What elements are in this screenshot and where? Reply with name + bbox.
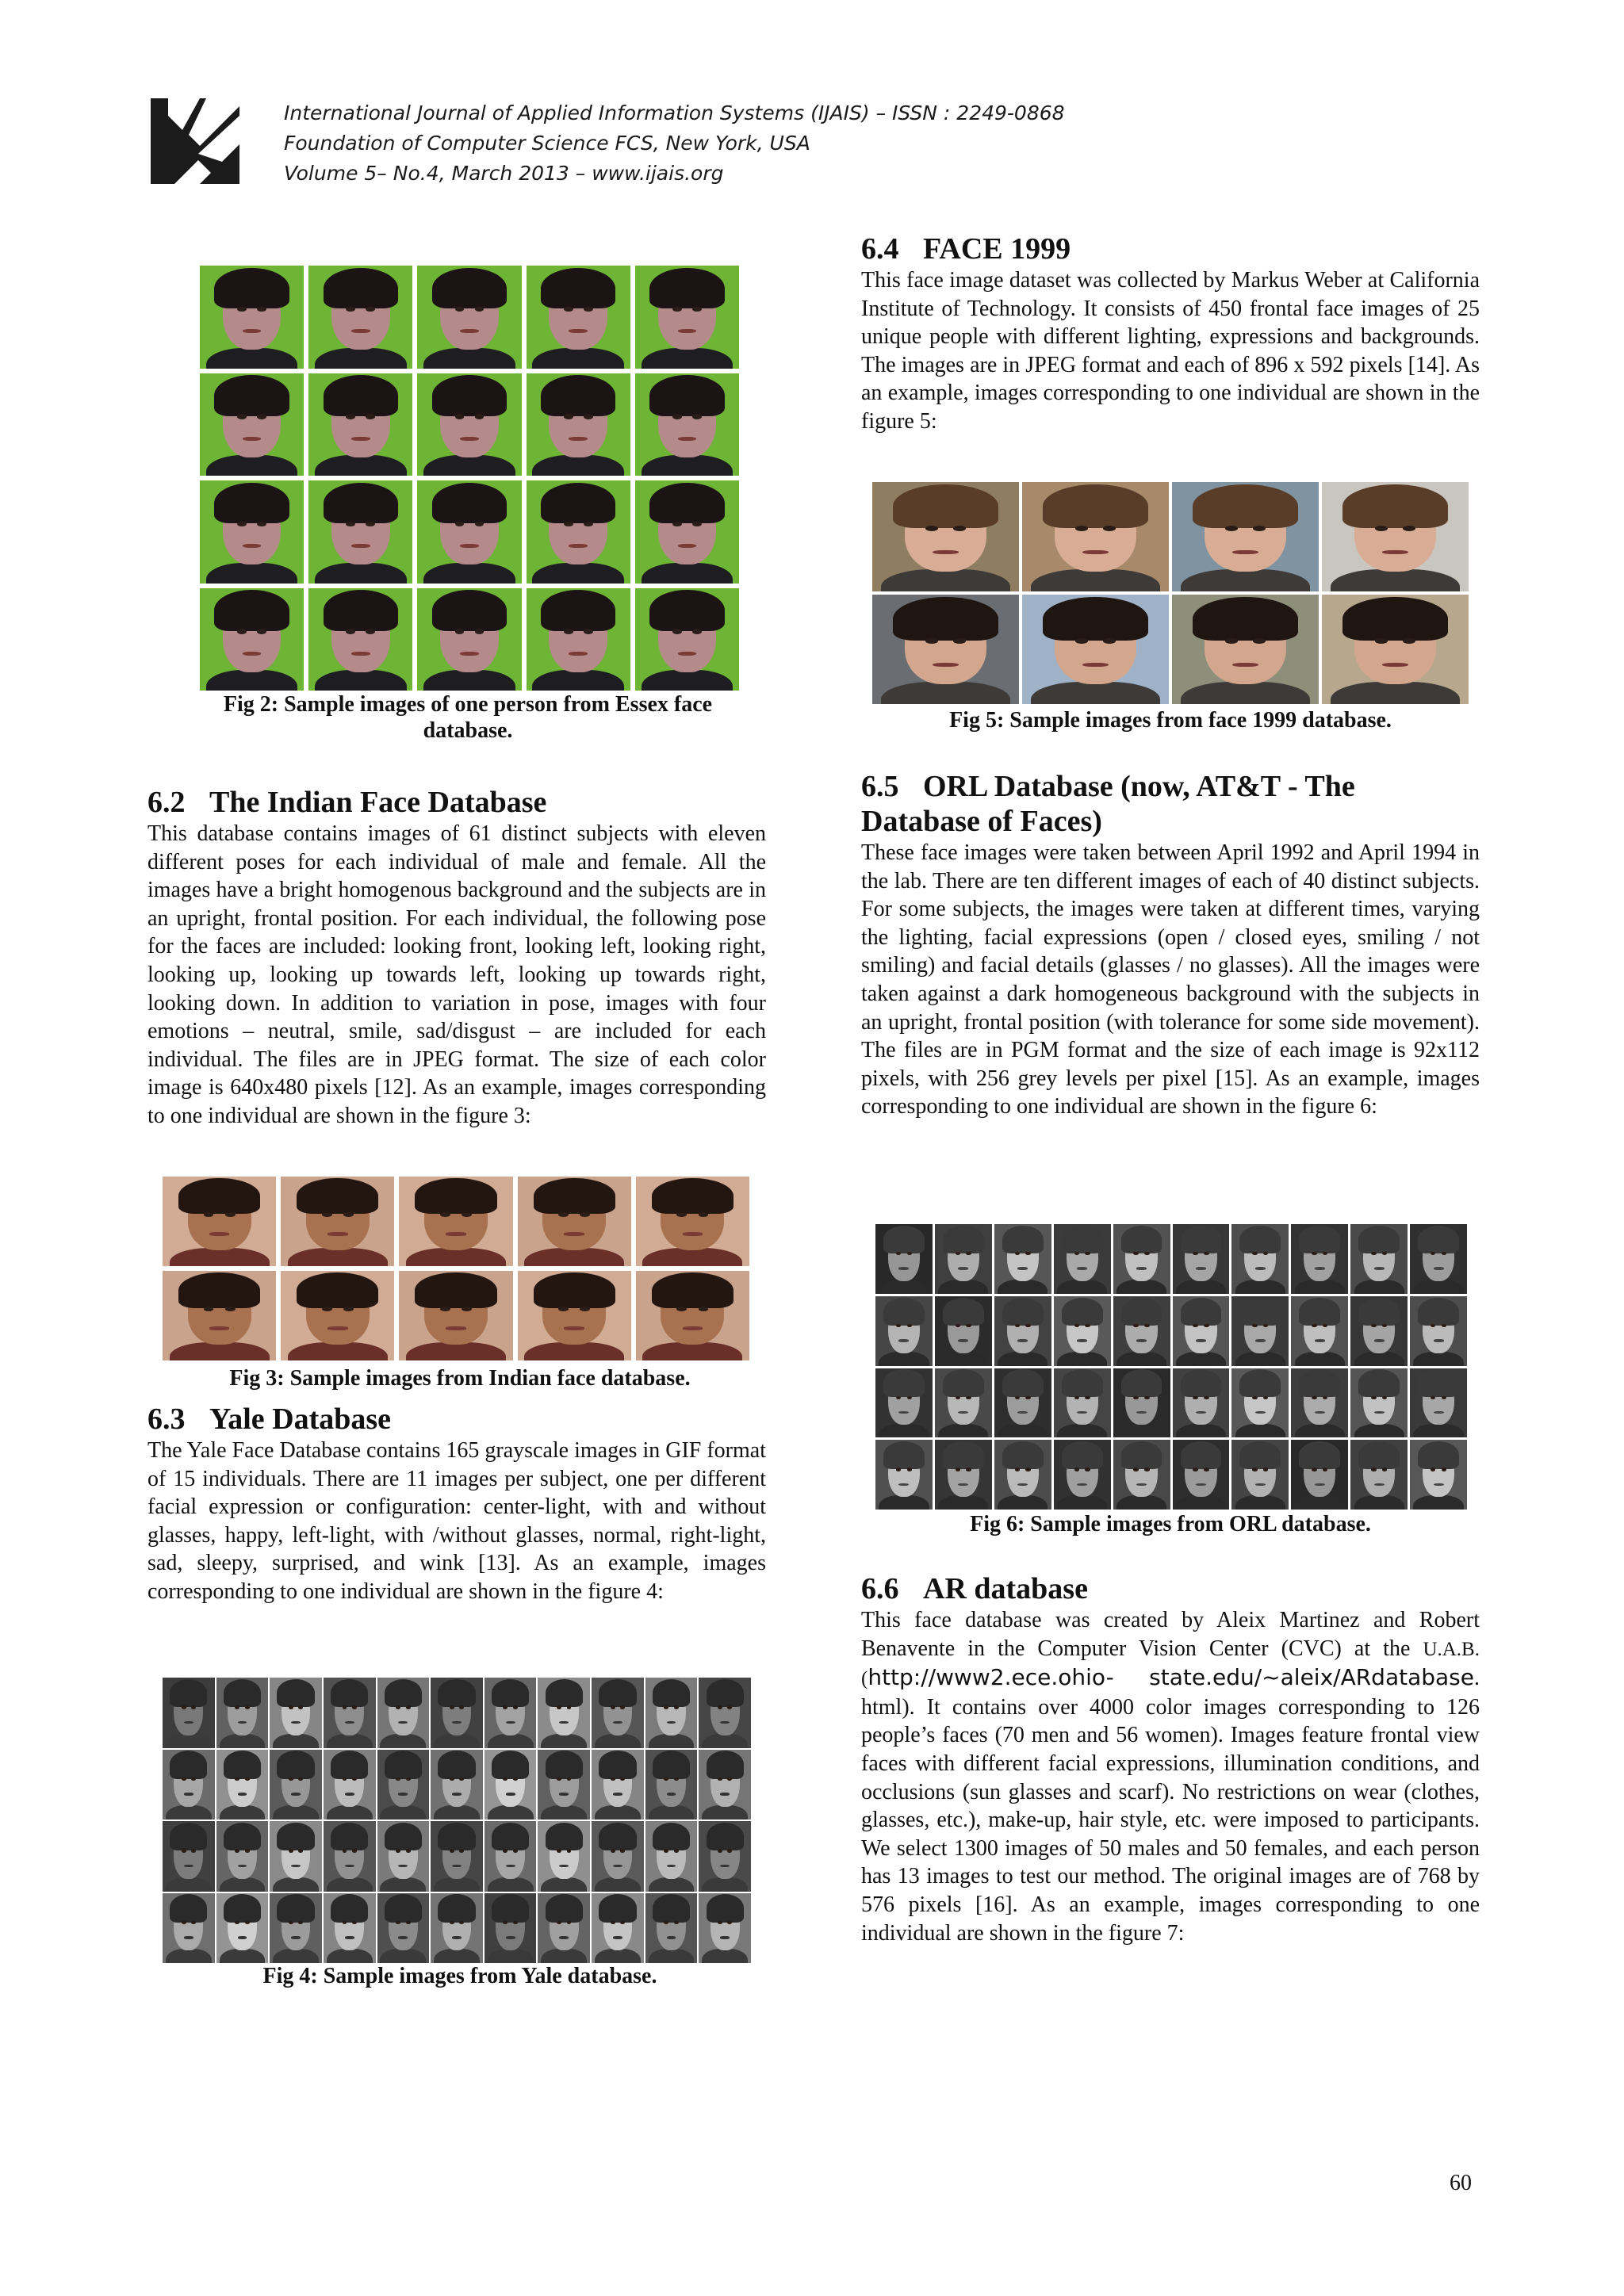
- face-thumbnail: [592, 1893, 644, 1964]
- face-thumbnail: [200, 588, 304, 691]
- face-thumbnail: [1322, 482, 1469, 591]
- face-thumbnail: [518, 1177, 631, 1266]
- face-thumbnail: [1231, 1368, 1289, 1438]
- section-6-3-heading: [147, 1402, 766, 1437]
- face-thumbnail: [872, 595, 1019, 704]
- face-thumbnail: [1172, 595, 1319, 704]
- face-thumbnail: [875, 1368, 933, 1438]
- face-thumbnail: [1291, 1224, 1348, 1294]
- section-title: FACE 1999: [923, 232, 1071, 266]
- section-number: 6.4: [861, 232, 899, 266]
- face-thumbnail: [592, 1750, 644, 1820]
- face-thumbnail: [994, 1368, 1051, 1438]
- uab-text: U.A.B.(: [861, 1638, 1480, 1690]
- face-thumbnail: [1054, 1440, 1111, 1510]
- face-thumbnail: [527, 480, 630, 584]
- face-thumbnail: [527, 588, 630, 691]
- face1999-figure: [872, 482, 1469, 704]
- face-thumbnail: [270, 1750, 322, 1820]
- face-thumbnail: [538, 1821, 590, 1892]
- face-thumbnail: [699, 1821, 751, 1892]
- face-thumbnail: [1350, 1296, 1408, 1366]
- face-thumbnail: [592, 1821, 644, 1892]
- face-thumbnail: [1173, 1440, 1230, 1510]
- face-thumbnail: [270, 1821, 322, 1892]
- section-6-6-heading: [861, 1571, 1480, 1606]
- face-thumbnail: [1173, 1368, 1230, 1438]
- ar-database-url-part2: state.edu/~aleix/ARdatabase: [1149, 1664, 1474, 1691]
- face-thumbnail: [1291, 1368, 1348, 1438]
- face-thumbnail: [527, 266, 630, 369]
- ar-database-url-part1: http://www2.ece.ohio-: [868, 1664, 1114, 1691]
- face-thumbnail: [200, 480, 304, 584]
- face-thumbnail: [1231, 1440, 1289, 1510]
- fig2-caption-line1: Fig 2: Sample images of one person from Essex face: [223, 692, 713, 717]
- face-thumbnail: [1231, 1224, 1289, 1294]
- fig5-caption: Fig 5: Sample images from face 1999 database.: [949, 708, 1392, 733]
- face-thumbnail: [636, 1271, 749, 1360]
- face-thumbnail: [163, 1750, 215, 1820]
- face-thumbnail: [592, 1678, 644, 1748]
- face-thumbnail: [645, 1821, 698, 1892]
- face-thumbnail: [417, 373, 521, 476]
- section-number: 6.3: [147, 1402, 186, 1436]
- face-thumbnail: [377, 1750, 430, 1820]
- section-6-4-heading: [861, 232, 1480, 266]
- face-thumbnail: [1054, 1368, 1111, 1438]
- face-thumbnail: [1322, 595, 1469, 704]
- face-thumbnail: [994, 1224, 1051, 1294]
- face-thumbnail: [699, 1750, 751, 1820]
- section-6-6-body-b: . html). It contains over 4000 color images corresponding to 126 people’s faces (70 men and 56 women). Images feature frontal view faces with different facial expressions, illumination conditions, and occlusions (sun glasses and scarf). No restrictions on wear (clothes, glasses, etc.), make-up, hair style, etc. were imposed to participants. We select 1300 images of 50 males and 50 females, and each person has 13 images to test our method. The original images are of 768 by 576 pixels [16]. As an example, images corresponding to one individual are shown in the figure 7:: [861, 1666, 1480, 1946]
- face-thumbnail: [308, 480, 412, 584]
- journal-header: [284, 98, 1065, 189]
- face-thumbnail: [308, 588, 412, 691]
- face-thumbnail: [200, 266, 304, 369]
- face-thumbnail: [163, 1821, 215, 1892]
- face-thumbnail: [645, 1893, 698, 1964]
- face-thumbnail: [699, 1893, 751, 1964]
- face-thumbnail: [308, 266, 412, 369]
- essex-figure: [200, 266, 739, 691]
- yale-figure: [163, 1678, 751, 1963]
- face-thumbnail: [935, 1224, 992, 1294]
- face-thumbnail: [1350, 1224, 1408, 1294]
- header-line-3: Volume 5– No.4, March 2013 – www.ijais.org: [284, 162, 724, 185]
- face-thumbnail: [281, 1177, 394, 1266]
- face-thumbnail: [1350, 1368, 1408, 1438]
- face-thumbnail: [485, 1678, 537, 1748]
- face-thumbnail: [872, 482, 1019, 591]
- face-thumbnail: [1054, 1224, 1111, 1294]
- face-thumbnail: [635, 480, 739, 584]
- face-thumbnail: [935, 1296, 992, 1366]
- face-thumbnail: [1113, 1296, 1170, 1366]
- face-thumbnail: [1172, 482, 1319, 591]
- face-thumbnail: [538, 1893, 590, 1964]
- face-thumbnail: [377, 1821, 430, 1892]
- page-number: 60: [1450, 2171, 1472, 2195]
- section-title: Yale Database: [209, 1402, 392, 1436]
- face-thumbnail: [417, 266, 521, 369]
- fig2-caption: [182, 691, 753, 744]
- face-thumbnail: [636, 1177, 749, 1266]
- face-thumbnail: [994, 1440, 1051, 1510]
- face-thumbnail: [163, 1893, 215, 1964]
- face-thumbnail: [216, 1678, 269, 1748]
- face-thumbnail: [875, 1296, 933, 1366]
- face-thumbnail: [163, 1271, 276, 1360]
- face-thumbnail: [163, 1177, 276, 1266]
- section-6-2-heading: [147, 785, 766, 820]
- face-thumbnail: [1410, 1368, 1467, 1438]
- orl-figure: [875, 1224, 1467, 1510]
- face-thumbnail: [875, 1440, 933, 1510]
- face-thumbnail: [308, 373, 412, 476]
- face-thumbnail: [431, 1893, 483, 1964]
- face-thumbnail: [377, 1893, 430, 1964]
- section-number: 6.5: [861, 770, 899, 803]
- section-6-6-body-a: This face database was created by Aleix Martinez and Robert Benavente in the Computer Vision Center (CVC) at the: [861, 1608, 1480, 1661]
- face-thumbnail: [324, 1750, 376, 1820]
- section-title: The Indian Face Database: [209, 786, 547, 819]
- section-title-line1: ORL Database (now, AT&T - The: [923, 770, 1355, 803]
- face-thumbnail: [1113, 1368, 1170, 1438]
- face-thumbnail: [935, 1368, 992, 1438]
- face-thumbnail: [399, 1177, 512, 1266]
- face-thumbnail: [635, 266, 739, 369]
- fig4-caption: Fig 4: Sample images from Yale database.: [262, 1964, 657, 1988]
- section-number: 6.6: [861, 1572, 899, 1605]
- section-title: AR database: [923, 1572, 1088, 1605]
- face-thumbnail: [1410, 1296, 1467, 1366]
- face-thumbnail: [875, 1224, 933, 1294]
- face-thumbnail: [1291, 1440, 1348, 1510]
- section-6-3-body: The Yale Face Database contains 165 grayscale images in GIF format of 15 individuals. There are 11 images per subject, one per different facial expression or configuration: center-light, with and without glasses, happy, left-light, with /without glasses, normal, right-light, sad, sleepy, surprised, and wink [13]. As an example, images corresponding to one individual are shown in the figure 4:: [147, 1438, 766, 1604]
- face-thumbnail: [1231, 1296, 1289, 1366]
- face-thumbnail: [645, 1678, 698, 1748]
- section-6-2-body: This database contains images of 61 distinct subjects with eleven different poses for each individual of male and female. All the images have a bright homogenous background and the subjects are in an upright, frontal position. For each individual, the following pose for the faces are included: looking front, looking left, looking right, looking up, looking up towards left, looking up towards right, looking down. In addition to variation in pose, images with four emotions – neutral, smile, sad/disgust – are included for each individual. The files are in JPEG format. The size of each color image is 640x480 pixels [12]. As an example, images corresponding to one individual are shown in the figure 3:: [147, 821, 766, 1128]
- face-thumbnail: [1173, 1224, 1230, 1294]
- face-thumbnail: [417, 588, 521, 691]
- face-thumbnail: [485, 1821, 537, 1892]
- face-thumbnail: [270, 1678, 322, 1748]
- section-6-5-heading: [861, 769, 1480, 839]
- face-thumbnail: [635, 588, 739, 691]
- face-thumbnail: [216, 1750, 269, 1820]
- face-thumbnail: [699, 1678, 751, 1748]
- section-number: 6.2: [147, 786, 186, 819]
- section-6-4-body: This face image dataset was collected by Markus Weber at California Institute of Technology. It consists of 450 frontal face images of 25 unique people with different lighting, expressions and backgrounds. The images are in JPEG format and each of 896 x 592 pixels [14]. As an example, images corresponding to one individual are shown in the figure 5:: [861, 268, 1480, 434]
- indian-figure: [163, 1177, 749, 1360]
- fig2-caption-line2: database.: [423, 718, 513, 743]
- face-thumbnail: [935, 1440, 992, 1510]
- face-thumbnail: [994, 1296, 1051, 1366]
- face-thumbnail: [324, 1821, 376, 1892]
- face-thumbnail: [324, 1893, 376, 1964]
- face-thumbnail: [377, 1678, 430, 1748]
- face-thumbnail: [518, 1271, 631, 1360]
- face-thumbnail: [324, 1678, 376, 1748]
- face-thumbnail: [485, 1750, 537, 1820]
- face-thumbnail: [538, 1750, 590, 1820]
- face-thumbnail: [1173, 1296, 1230, 1366]
- face-thumbnail: [200, 373, 304, 476]
- face-thumbnail: [216, 1821, 269, 1892]
- face-thumbnail: [216, 1893, 269, 1964]
- face-thumbnail: [1113, 1440, 1170, 1510]
- face-thumbnail: [281, 1271, 394, 1360]
- section-title-line2: Database of Faces): [861, 805, 1102, 838]
- face-thumbnail: [431, 1750, 483, 1820]
- face-thumbnail: [635, 373, 739, 476]
- face-thumbnail: [1054, 1296, 1111, 1366]
- face-thumbnail: [1022, 595, 1169, 704]
- face-thumbnail: [1022, 482, 1169, 591]
- fig6-caption: Fig 6: Sample images from ORL database.: [970, 1512, 1371, 1536]
- journal-logo: [151, 98, 239, 184]
- section-6-6-body: [861, 1606, 1480, 1947]
- face-thumbnail: [645, 1750, 698, 1820]
- face-thumbnail: [485, 1893, 537, 1964]
- header-line-1: International Journal of Applied Information Systems (IJAIS) – ISSN : 2249-0868: [284, 101, 1065, 124]
- section-6-5-body: These face images were taken between April 1992 and April 1994 in the lab. There are ten different images of each of 40 distinct subjects. For some subjects, the images were taken at different times, varying the lighting, facial expressions (open / closed eyes, smiling / not smiling) and facial details (glasses / no glasses). All the images were taken against a dark homogeneous background with the subjects in an upright, frontal position (with tolerance for some side movement). The files are in PGM format and the size of each image is 92x112 pixels, with 256 grey levels per pixel [15]. As an example, images corresponding to one individual are shown in the figure 6:: [861, 840, 1480, 1119]
- face-thumbnail: [431, 1678, 483, 1748]
- face-thumbnail: [1291, 1296, 1348, 1366]
- face-thumbnail: [1410, 1440, 1467, 1510]
- face-thumbnail: [431, 1821, 483, 1892]
- face-thumbnail: [1350, 1440, 1408, 1510]
- face-thumbnail: [1113, 1224, 1170, 1294]
- face-thumbnail: [1410, 1224, 1467, 1294]
- face-thumbnail: [538, 1678, 590, 1748]
- header-line-2: Foundation of Computer Science FCS, New York, USA: [284, 132, 810, 155]
- face-thumbnail: [163, 1678, 215, 1748]
- face-thumbnail: [527, 373, 630, 476]
- face-thumbnail: [417, 480, 521, 584]
- face-thumbnail: [399, 1271, 512, 1360]
- fig3-caption: Fig 3: Sample images from Indian face database.: [229, 1366, 691, 1391]
- face-thumbnail: [270, 1893, 322, 1964]
